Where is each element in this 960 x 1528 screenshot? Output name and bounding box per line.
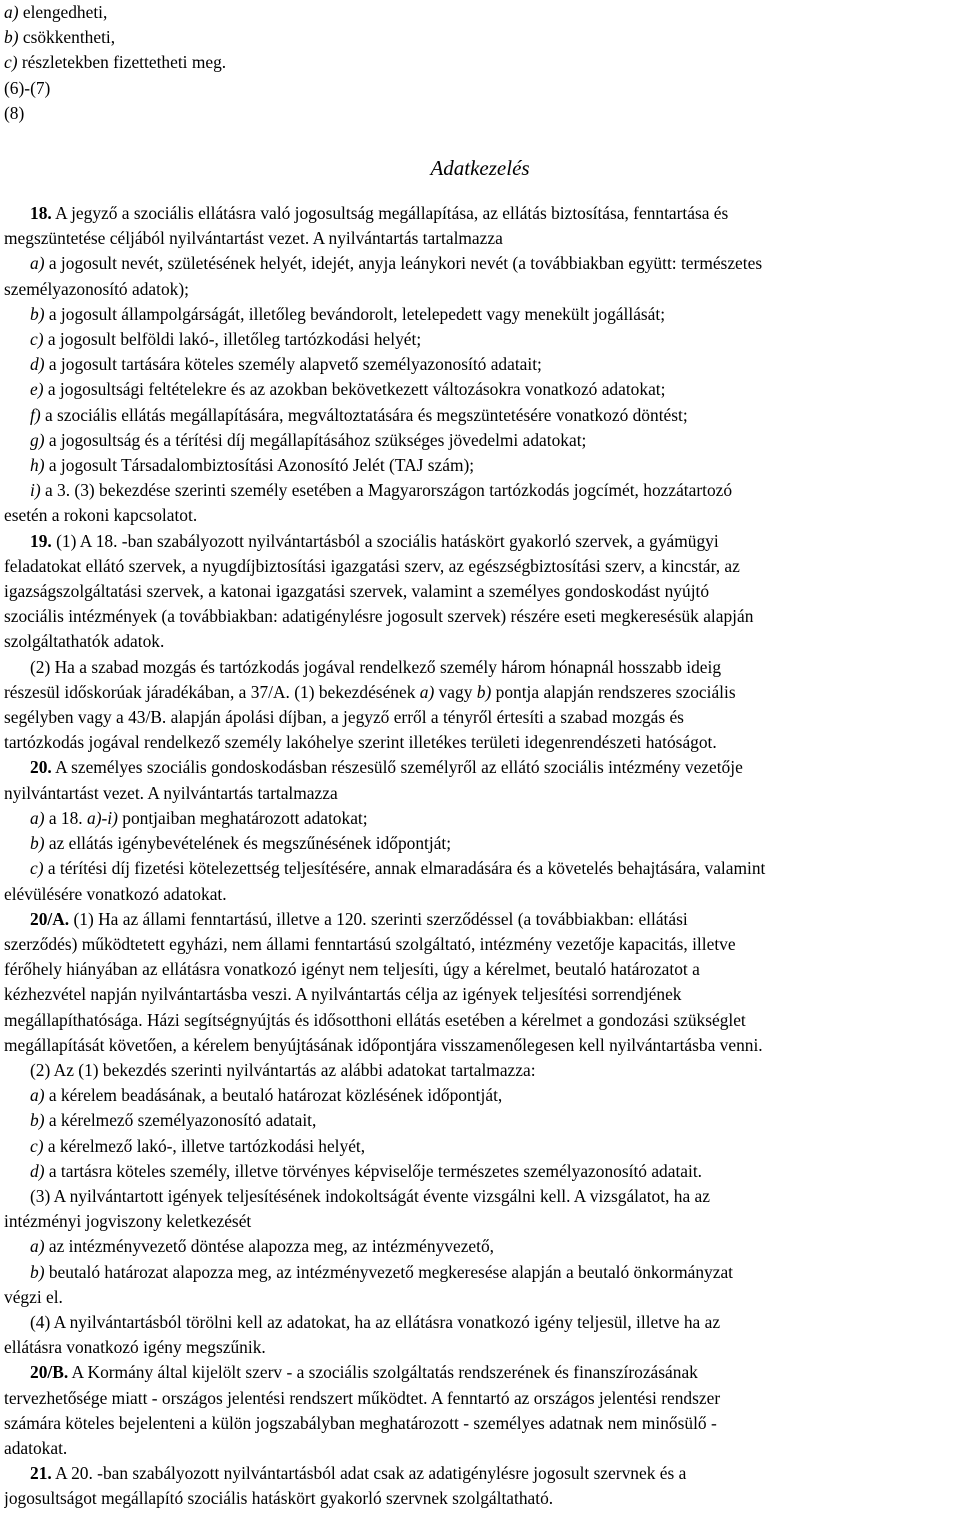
- item-text: a jogosult tartására köteles személy alapvető személyazonosító adatait;: [44, 354, 542, 375]
- item-text: beutaló határozat alapozza meg, az intézményvezető megkeresése alapján a beutaló önkormányzat: [44, 1261, 734, 1282]
- item-label: a): [30, 253, 45, 274]
- list-item: [4, 403, 956, 428]
- item-label: a): [30, 1085, 45, 1106]
- item-text: az ellátás igénybevételének és megszűnésének időpontját;: [44, 833, 452, 854]
- paragraph-line: nyilvántartást vezet. A nyilvántartás tartalmazza: [4, 782, 338, 803]
- item-label: c): [30, 1135, 44, 1156]
- paragraph-line: jogosultságot megállapító szociális hatáskört gyakorló szervnek szolgáltatható.: [4, 1488, 554, 1509]
- paragraph-line: (2) Az (1) bekezdés szerinti nyilvántartás az alábbi adatokat tartalmazza:: [30, 1059, 536, 1080]
- item-text: csökkentheti,: [22, 27, 116, 48]
- item-label: b): [30, 833, 45, 854]
- list-item: [4, 302, 956, 327]
- item-text: az intézményvezető döntése alapozza meg, az intézményvezető,: [44, 1236, 495, 1257]
- list-item: [4, 806, 956, 831]
- list-item: [4, 1260, 956, 1285]
- list-item: [4, 251, 956, 276]
- item-label: h): [30, 455, 45, 476]
- paragraph-line: elévülésére vonatkozó adatokat.: [4, 883, 227, 904]
- paragraph-line: tartózkodás jogával rendelkező személy lakóhelye szerint illetékes területi idegenrendészeti hatóságot.: [4, 732, 717, 753]
- paragraph-line: szociális intézmények (a továbbiakban: adatigénylésre jogosult szervek) részére eseti megkeresésük alapján: [4, 606, 754, 627]
- paragraph-line: intézményi jogviszony keletkezését: [4, 1211, 252, 1232]
- item-text: a kérelem beadásának, a beutaló határozat közlésének időpontját,: [44, 1085, 503, 1106]
- item-label: c): [4, 52, 18, 73]
- paragraph-line: esetén a rokoni kapcsolatot.: [4, 505, 198, 526]
- paragraph-line: megállapítását követően, a kérelem benyújtásának időpontjára visszamenőlegesen kell nyilvántartásba venni.: [4, 1034, 763, 1055]
- item-label: b): [30, 1261, 45, 1282]
- text: (1) Ha az állami fenntartású, illetve a 120. szerinti szerződéssel (a továbbiakban: ellátási: [69, 908, 688, 929]
- list-item: [4, 428, 956, 453]
- list-item: [4, 1083, 956, 1108]
- item-text: a jogosultsági feltételekre és az azokban bekövetkezett változásokra vonatkozó adatokat;: [43, 379, 666, 400]
- section-number: 21.: [30, 1463, 52, 1484]
- section-number: 20/B.: [30, 1362, 69, 1383]
- paragraph-line: tervezhetősége miatt - országos jelentési rendszert működtet. A fenntartó az országos jelentési rendszer: [4, 1387, 721, 1408]
- item-text: a 3. (3) bekezdése szerinti személy esetében a Magyarországon tartózkodás jogcímét, hozzátartozó: [40, 480, 733, 501]
- item-label: c): [30, 329, 44, 350]
- text: pontja alapján rendszeres szociális: [491, 681, 736, 702]
- list-item: [4, 1234, 956, 1259]
- list-item: [4, 327, 956, 352]
- item-text: a jogosult belföldi lakó-, illetőleg tartózkodási helyét;: [43, 329, 422, 350]
- text: vagy: [434, 681, 477, 702]
- text: a 18.: [44, 807, 88, 828]
- item-label: b): [4, 27, 19, 48]
- paragraph-line: szerződés) működtetett egyházi, nem állami fenntartású szolgáltató, intézmény vezetője kapacitás, illetve: [4, 933, 736, 954]
- paragraph-line: [4, 680, 956, 705]
- paragraph-line: (2) Ha a szabad mozgás és tartózkodás jogával rendelkező személy három hónapnál hosszabb ideig: [30, 656, 722, 677]
- item-label: a): [419, 681, 435, 702]
- paragraph-line: igazságszolgáltatási szervek, a katonai igazgatási szervek, valamint a személyes gondoskodást nyújtó: [4, 581, 710, 602]
- paragraph-line: [4, 907, 956, 932]
- paragraph-line: végzi el.: [4, 1286, 63, 1307]
- item-label: g): [30, 429, 45, 450]
- item-label: a)-i): [87, 807, 118, 828]
- list-item: [4, 352, 956, 377]
- paragraph-line: (3) A nyilvántartott igények teljesítésének indokoltságát évente vizsgálni kell. A vizsgálatot, ha az: [30, 1185, 710, 1206]
- item-text: a szociális ellátás megállapítására, megváltoztatására és megszüntetésére vonatkozó döntést;: [40, 404, 688, 425]
- section-number: 19.: [30, 530, 52, 551]
- paragraph-line: férőhely hiányában az ellátásra vonatkozó igényt nem teljesíti, úgy a kérelmet, beutaló határozatot a: [4, 959, 700, 980]
- list-item: [4, 0, 956, 25]
- item-label: c): [30, 858, 44, 879]
- item-label: a): [4, 2, 19, 22]
- text: (1) A 18. -ban szabályozott nyilvántartásból a szociális hatáskört gyakorló szervek, a gyámügyi: [51, 530, 719, 551]
- paragraph-line: kézhezvétel napján nyilvántartásba veszi. A nyilvántartás célja az igények teljesítési sorrendjének: [4, 984, 682, 1005]
- item-text: a jogosult Társadalombiztosítási Azonosító Jelét (TAJ szám);: [44, 455, 475, 476]
- item-text: a tartásra köteles személy, illetve törvényes képviselője természetes személyazonosító adatait.: [44, 1160, 703, 1181]
- paragraph-line: szolgáltathatók adatok.: [4, 631, 165, 652]
- item-text: elengedheti,: [22, 2, 108, 22]
- item-text: a térítési díj fizetési kötelezettség teljesítésére, annak elmaradására és a követelés behajtására, valamint: [43, 858, 766, 879]
- paragraph-line: megállapíthatósága. Házi segítségnyújtás és idősotthoni ellátás esetében a kérelmet a gondozási szükséglet: [4, 1009, 746, 1030]
- paragraph-line: [4, 1461, 956, 1486]
- paragraph-line: megszüntetése céljából nyilvántartást vezet. A nyilvántartás tartalmazza: [4, 228, 503, 249]
- list-item: [4, 1134, 956, 1159]
- list-item: [4, 377, 956, 402]
- paragraph-line: segélyben vagy a 43/B. alapján ápolási díjban, a jegyző erről a tényről értesíti a szabad mozgás és: [4, 707, 684, 728]
- list-item: [4, 453, 956, 478]
- list-item: [4, 25, 956, 50]
- list-item: [4, 831, 956, 856]
- paragraph-line: (4) A nyilvántartásból törölni kell az adatokat, ha az ellátásra vonatkozó igény teljesül, illetve ha az: [30, 1311, 721, 1332]
- list-item: [4, 1108, 956, 1133]
- paragraph-line: számára köteles bejelenteni a külön jogszabályban meghatározott - személyes adatnak nem minősülő -: [4, 1412, 717, 1433]
- section-number: 18.: [30, 203, 52, 224]
- paragraph-line: [4, 529, 956, 554]
- item-text: részletekben fizettetheti meg.: [21, 52, 227, 73]
- item-text: a kérelmező lakó-, illetve tartózkodási helyét,: [43, 1135, 366, 1156]
- item-label: b): [30, 303, 45, 324]
- list-item: [4, 856, 956, 881]
- paragraph-line: feladatokat ellátó szervek, a nyugdíjbiztosítási igazgatási szerv, az egészségbiztosítási szerv, a kincstár, az: [4, 555, 740, 576]
- section-number: 20/A.: [30, 908, 70, 929]
- paragraph-line: [4, 201, 956, 226]
- text: A Kormány által kijelölt szerv - a szociális szolgáltatás rendszerének és finanszírozásának: [68, 1362, 698, 1383]
- item-label: a): [30, 1236, 45, 1257]
- section-number: 20.: [30, 757, 52, 778]
- text: részesül időskorúak járadékában, a 37/A. (1) bekezdésének: [4, 681, 420, 702]
- text: A 20. -ban szabályozott nyilvántartásból adat csak az adatigénylésre jogosult szervnek és a: [51, 1463, 687, 1484]
- item-label: b): [476, 681, 492, 702]
- text: A jegyző a szociális ellátásra való jogosultság megállapítása, az ellátás biztosítása, fenntartása és: [51, 203, 729, 224]
- repealed-ref: (8): [4, 102, 25, 123]
- item-label: a): [30, 807, 45, 828]
- paragraph-line: személyazonosító adatok);: [4, 278, 189, 299]
- item-label: i): [30, 480, 41, 501]
- paragraph-line: [4, 755, 956, 780]
- item-label: d): [30, 1160, 45, 1181]
- item-label: f): [30, 404, 41, 425]
- item-label: e): [30, 379, 44, 400]
- text: A személyes szociális gondoskodásban részesülő személyről az ellátó szociális intézmény vezetője: [51, 757, 743, 778]
- item-text: a kérelmező személyazonosító adatait,: [44, 1110, 317, 1131]
- item-text: a jogosultság és a térítési díj megállapításához szükséges jövedelmi adatokat;: [44, 429, 587, 450]
- paragraph-line: ellátásra vonatkozó igény megszűnik.: [4, 1337, 266, 1358]
- paragraph-line: [4, 1360, 956, 1385]
- paragraph-line: adatokat.: [4, 1437, 68, 1458]
- list-item: [4, 478, 956, 503]
- item-text: a jogosult állampolgárságát, illetőleg bevándorolt, letelepedett vagy menekült jogállását;: [44, 303, 666, 324]
- item-text: a jogosult nevét, születésének helyét, idejét, anyja leánykori nevét (a továbbiakban együtt: természetes: [44, 253, 763, 274]
- list-item: [4, 1159, 956, 1184]
- item-label: d): [30, 354, 45, 375]
- item-label: b): [30, 1110, 45, 1131]
- repealed-ref: (6)-(7): [4, 77, 51, 98]
- section-heading: Adatkezelés: [430, 156, 530, 181]
- text: pontjaiban meghatározott adatokat;: [117, 807, 368, 828]
- list-item: [4, 50, 956, 75]
